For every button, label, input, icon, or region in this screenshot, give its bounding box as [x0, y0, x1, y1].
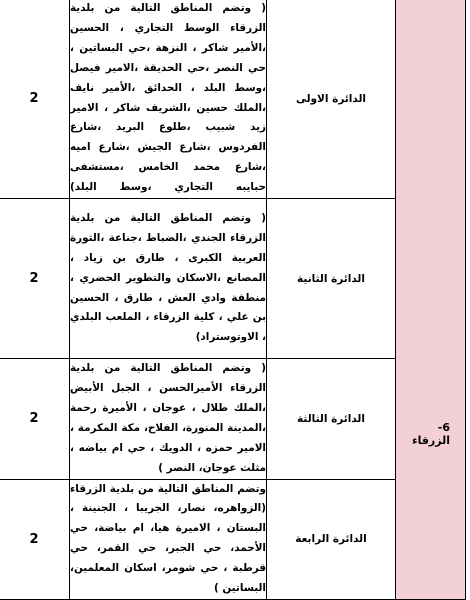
table-row — [0, 0, 466, 199]
areas-cell: وتضم المناطق التالية من بلدية الزرقاء (الزواهره، نصار، الجريبا ، الجنينة ، البستان ، الاميرة هيا، ام بياضة، حي الأحمد، حي الجبر، حي القمر، حي قرطبة ، حي شومر، اسكان المعلمين، البساتين ) — [70, 479, 267, 599]
district-name-cell: الدائرة الثالثة — [267, 359, 396, 479]
governorate-label: 6- الزرقاء — [411, 421, 450, 447]
seats-cell: 2 — [0, 0, 70, 199]
areas-cell: ( وتضم المناطق التالية من بلدية الزرقاء الجندي ،الضباط ،جناعة ،الثورة العربية الكبرى ، طارق بن زياد ، المصانع ،الاسكان والتطوير الحضري ، منطقة وادي العش ، طارق ، الحسين بن علي ، كلية الزرقاء ، الملعب البلدي ، الاوتوستراد) — [70, 199, 267, 359]
seats-cell: 2 — [0, 479, 70, 599]
areas-cell: ( وتضم المناطق التالية من بلدية الزرقاء الأميرالحسن ، الجبل الأبيض ،الملك طلال ، عوجان ، الأميرة رحمة ،المدينة المنورة، الفلاح، مكة المكرمة ، الامير حمزه ، الدويك ، حي ام بياضه ، مثلث عوجان، النصر ) — [70, 359, 267, 479]
district-name-cell: الدائرة الثانية — [267, 199, 396, 359]
district-name-cell: الدائرة الرابعة — [267, 479, 396, 599]
seats-cell: 2 — [0, 199, 70, 359]
seats-cell: 2 — [0, 359, 70, 479]
governorate-cell — [396, 0, 466, 599]
areas-cell: ( وتضم المناطق التالية من بلدية الزرقاء الوسط التجاري ، الحسين ،الأمير شاكر ، النزهة ،حي البساتين ، حي النصر ،حي الحديقة ،الامير فيصل ،وسط البلد ، الحدائق ،الأمير نايف ،الملك حسين ،الشريف شاكر ، الامير زيد شبيب ،طلوع البريد ،شارع الفردوس ،شارع الجيش ،شارع اميه ،شارع محمد الخامس ،مستشفى حبايبه التجاري ،وسط البلد) — [70, 0, 267, 199]
district-name-cell: الدائرة الاولى — [267, 0, 396, 199]
